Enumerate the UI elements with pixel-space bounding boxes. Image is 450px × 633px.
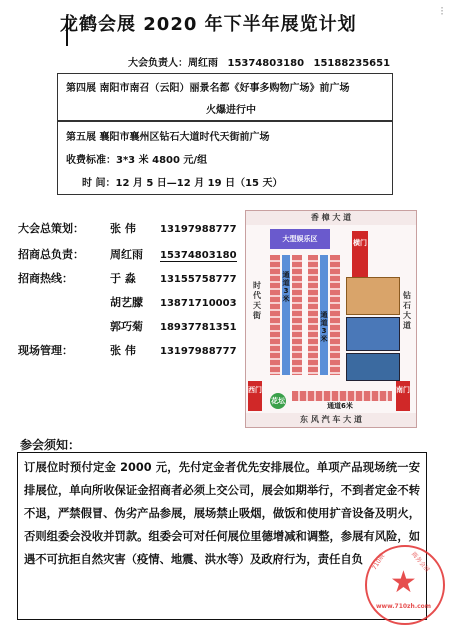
map-booth-column — [308, 255, 318, 375]
contact-row — [18, 220, 237, 236]
responsible-label: 大会负责人：周红雨 — [128, 58, 218, 69]
contact-phone: 13871710003 — [160, 298, 237, 309]
contact-row — [18, 270, 237, 286]
notes-text: 订展位时预付定金 2000 元，先付定金者优先安排展位。单项产品现场统一安排展位，单向所收保证金招商者必须上交公司，展会如期举行，不到者定金不转不退，严禁假冒、伪劣产品参展，展场禁止吸烟，做饭和使用扩音设备及明火，否则组委会没收并罚款。组委会可对任何展位里德增减和调整，参展有风险，如遇不可抗拒自然灾害（疫情、地震、洪水等）及政府行为，责任自负 — [24, 461, 420, 566]
map-left-road: 时代天街 — [253, 281, 261, 320]
exhibition-5-time: 时 间：12 月 5 日—12 月 19 日（15 天） — [82, 178, 283, 189]
contact-label: 现场管理： — [18, 344, 73, 357]
contact-phone: 13197988777 — [160, 224, 237, 235]
responsible-line — [128, 54, 390, 69]
responsible-phone-1: 15374803180 — [227, 58, 305, 69]
map-booth-row — [292, 391, 392, 401]
contact-name: 于 淼 — [110, 272, 136, 285]
responsible-phone-2: 15188235651 — [313, 58, 391, 69]
corner-mark: ⁝ — [440, 4, 444, 18]
contact-row — [18, 246, 237, 262]
contact-name: 胡艺朦 — [110, 296, 143, 309]
map-gate: 横门 — [352, 231, 368, 277]
stamp-website: www.710zh.com — [376, 603, 432, 610]
map-flower-label: 花坛 — [271, 397, 285, 405]
contact-name: 张 伟 — [110, 344, 136, 357]
map-photo-booths-2 — [346, 353, 400, 381]
exhibition-box-5 — [57, 121, 393, 195]
exhibition-5-fee: 收费标准：3*3 米 4800 元/组 — [66, 155, 208, 166]
map-stage: 大型娱乐区 — [270, 229, 330, 249]
contact-phone: 13155758777 — [160, 274, 237, 285]
exhibition-box-4 — [57, 73, 393, 121]
map-right-road: 钻石大道 — [403, 291, 411, 330]
exhibition-4-location: 第四展 南阳市南召（云阳）丽景名都《好事多购物广场》前广场 — [66, 83, 350, 94]
map-booth-column — [292, 255, 302, 375]
contact-label: 大会总策划： — [18, 222, 84, 235]
map-side-left-label: 西门 — [248, 386, 262, 394]
contact-label: 招商总负责： — [18, 248, 84, 261]
map-photo-tent — [346, 277, 400, 315]
map-bottom-road: 东 风 汽 车 大 道 — [246, 413, 416, 427]
star-icon: ★ — [390, 565, 417, 600]
map-photo-booths — [346, 317, 400, 351]
contact-row — [18, 342, 237, 358]
map-booth-column — [270, 255, 280, 375]
page-title: 龙鹤会展 2020 年下半年展览计划 — [60, 14, 357, 35]
contact-name: 张 伟 — [110, 222, 136, 235]
contact-phone: 18937781351 — [160, 322, 237, 333]
stamp-text-right: 商务会展 — [409, 550, 431, 574]
map-aisle-label: 通道3米 — [282, 271, 290, 303]
map-booth-column — [330, 255, 340, 375]
map-side-right-label: 南门 — [396, 386, 410, 394]
contact-label: 招商热线： — [18, 272, 73, 285]
contact-row — [18, 318, 237, 334]
contact-row — [18, 294, 237, 310]
notes-heading: 参会须知： — [20, 438, 81, 452]
contact-name: 周红雨 — [110, 248, 143, 261]
company-stamp — [365, 545, 445, 625]
map-bottom-aisle-label: 通道6米 — [327, 402, 353, 410]
contact-name: 郭巧菊 — [110, 320, 143, 333]
stamp-text-left: 710展 — [370, 552, 387, 572]
venue-map — [245, 210, 417, 428]
map-top-road: 香 樟 大 道 — [246, 211, 416, 225]
map-aisle-label: 通道3米 — [320, 311, 328, 343]
exhibition-4-status: 火爆进行中 — [206, 105, 256, 116]
exhibition-5-location: 第五展 襄阳市襄州区钻石大道时代天街前广场 — [66, 132, 270, 143]
contact-phone: 15374803180 — [160, 250, 237, 261]
contact-phone: 13197988777 — [160, 346, 237, 357]
